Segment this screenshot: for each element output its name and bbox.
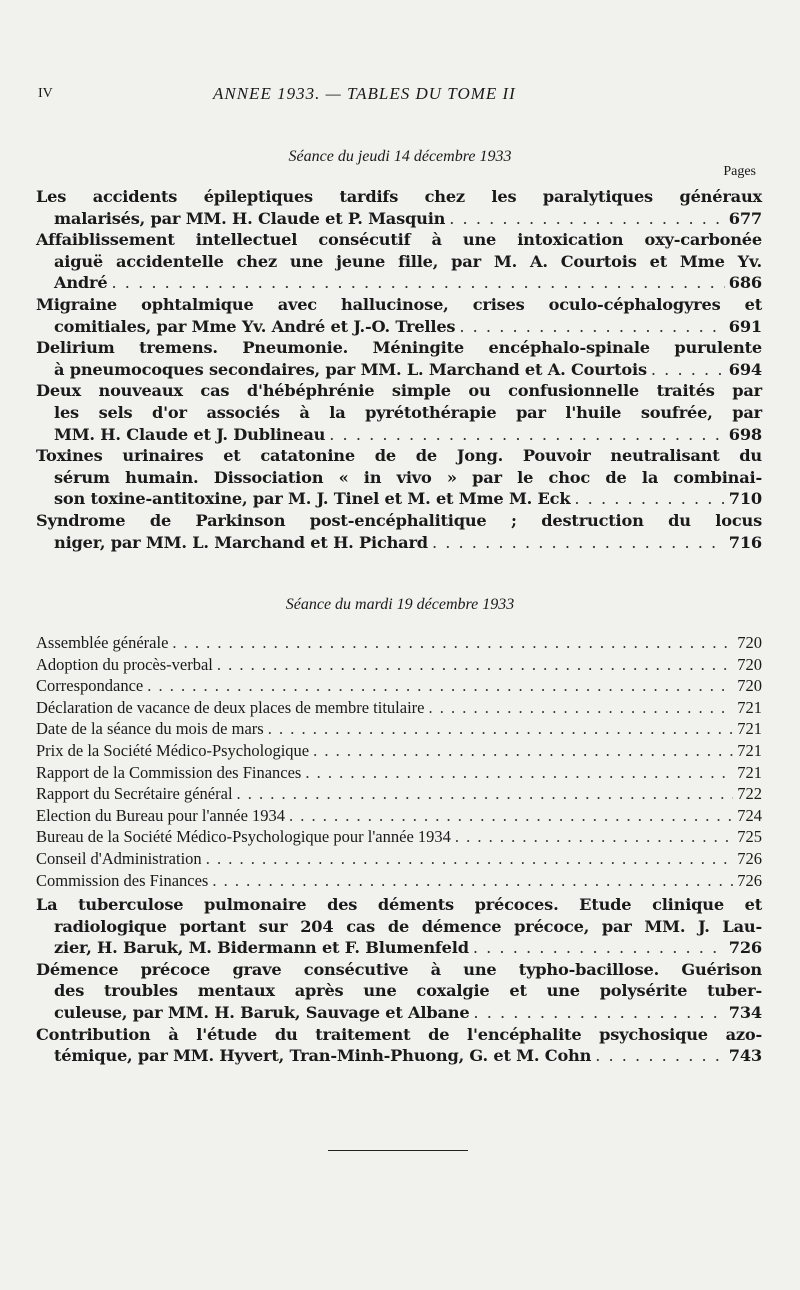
page-number: 710: [728, 489, 762, 509]
dot-leader: [212, 870, 733, 892]
section2-bold-entries: [36, 894, 762, 1067]
toc-entry: [36, 848, 762, 870]
page-number: 686: [728, 273, 762, 293]
dot-leader: [459, 316, 724, 338]
page-number: 720: [737, 654, 762, 674]
dot-leader: [329, 424, 725, 446]
closing-rule: [328, 1150, 468, 1151]
page-number: 721: [737, 719, 762, 739]
dot-leader: [172, 632, 733, 654]
toc-entry-title: Bureau de la Société Médico-Psychologique pour l'année 1934: [36, 827, 451, 847]
toc-entry: [36, 740, 762, 762]
toc-entry-title: Adoption du procès-verbal: [36, 654, 213, 674]
toc-entry-authors: comitiales, par Mme Yv. André et J.-O. Trelles: [54, 316, 456, 336]
toc-entry-line: les sels d'or associés à la pyrétothérapie par l'huile soufrée, par: [54, 402, 762, 422]
page-number: 698: [728, 424, 762, 444]
toc-entry: [36, 959, 762, 1024]
toc-entry-line: Démence précoce grave consécutive à une typho-bacillose. Guérison: [36, 959, 762, 979]
dot-leader: [432, 532, 725, 554]
toc-entry-last-line: [36, 208, 762, 230]
dot-leader: [268, 718, 734, 740]
toc-entry-last-line: [36, 272, 762, 294]
dot-leader: [428, 697, 733, 719]
toc-entry-last-line: [36, 359, 762, 381]
section-title-jeudi: Séance du jeudi 14 décembre 1933: [288, 148, 512, 165]
toc-entry-title: Assemblée générale: [36, 633, 169, 652]
toc-entry-line: Toxines urinaires et catatonine de de Jong. Pouvoir neutralisant du: [36, 446, 762, 466]
page-number: 694: [728, 359, 762, 379]
toc-entry: [36, 337, 762, 380]
toc-entry: [36, 783, 762, 805]
dot-leader: [289, 805, 733, 827]
dot-leader: [313, 740, 733, 762]
pages-column-label: Pages: [723, 164, 756, 179]
toc-entry: [36, 697, 762, 719]
toc-entry: [36, 445, 762, 510]
section-title-mardi: Séance du mardi 19 décembre 1933: [285, 596, 515, 613]
toc-entry-last-line: [36, 1002, 762, 1024]
dot-leader: [206, 848, 734, 870]
toc-entry-authors: culeuse, par MM. H. Baruk, Sauvage et Albane: [54, 1002, 470, 1022]
toc-entry-title: Rapport de la Commission des Finances: [36, 762, 302, 782]
dot-leader: [237, 783, 734, 805]
page-number: 721: [737, 762, 762, 782]
section2-entries: [36, 632, 762, 891]
toc-entry: [36, 718, 762, 740]
dot-leader: [574, 488, 724, 510]
toc-entry-line: Contribution à l'étude du traitement de l'encéphalite psychosique azo-: [36, 1024, 762, 1044]
toc-entry-title: Déclaration de vacance de deux places de membre titulaire: [36, 697, 425, 717]
toc-entry-title: Date de la séance du mois de mars: [36, 719, 264, 739]
toc-entry: [36, 762, 762, 784]
toc-entry-line: Syndrome de Parkinson post-encéphalitique ; destruction du locus: [36, 510, 762, 530]
toc-entry-title: Rapport du Secrétaire général: [36, 784, 233, 804]
toc-entry: [36, 294, 762, 337]
running-title: ANNEE 1933. — TABLES DU TOME II: [213, 84, 516, 103]
toc-entry-line: sérum humain. Dissociation « in vivo » par le choc de la combinai-: [54, 467, 762, 487]
dot-leader: [473, 1002, 724, 1024]
page-number: 726: [728, 938, 762, 958]
dot-leader: [455, 826, 733, 848]
toc-entry: [36, 186, 762, 229]
page-number: 734: [728, 1002, 762, 1022]
page-number: 716: [728, 532, 762, 552]
toc-entry-title: Correspondance: [36, 676, 144, 696]
toc-entry-authors: MM. H. Claude et J. Dublineau: [54, 424, 326, 444]
page-number: 724: [737, 805, 762, 825]
toc-entry-line: Affaiblissement intellectuel consécutif à une intoxication oxy-carbonée: [36, 230, 762, 250]
toc-entry-line: radiologique portant sur 204 cas de démence précoce, par MM. J. Lau-: [54, 916, 762, 936]
toc-entry-last-line: [36, 937, 762, 959]
toc-entry-line: Deux nouveaux cas d'hébéphrénie simple ou confusionnelle traités par: [36, 381, 762, 401]
toc-entry-line: La tuberculose pulmonaire des déments précoces. Etude clinique et: [36, 895, 762, 914]
page-number: 677: [728, 208, 762, 228]
toc-entry: [36, 510, 762, 553]
toc-entry-line: des troubles mentaux après une coxalgie et une polysérite tuber-: [54, 981, 762, 1001]
dot-leader: [111, 272, 724, 294]
toc-entry: [36, 805, 762, 827]
toc-entry: [36, 826, 762, 848]
page-folio: IV: [38, 86, 53, 101]
toc-entry-title: Prix de la Société Médico-Psychologique: [36, 740, 310, 760]
page-number: 743: [728, 1046, 762, 1066]
toc-entry: [36, 654, 762, 676]
toc-entry-authors: zier, H. Baruk, M. Bidermann et F. Blumenfeld: [54, 938, 469, 958]
toc-entry-title: Conseil d'Administration: [36, 848, 202, 868]
toc-entry-line: Migraine ophtalmique avec hallucinose, crises oculo-céphalogyres et: [36, 294, 762, 314]
page-number: 726: [737, 870, 762, 890]
toc-entry-authors: à pneumocoques secondaires, par MM. L. Marchand et A. Courtois: [54, 359, 647, 379]
dot-leader: [147, 675, 733, 697]
page-number: 691: [728, 316, 762, 336]
toc-entry-last-line: [36, 1045, 762, 1067]
toc-entry-authors: témique, par MM. Hyvert, Tran-Minh-Phuong, G. et M. Cohn: [54, 1046, 592, 1066]
page-number: 720: [737, 633, 762, 652]
toc-entry-authors: malarisés, par MM. H. Claude et P. Masquin: [54, 208, 446, 228]
page-header: [38, 84, 762, 108]
dot-leader: [473, 937, 725, 959]
page-number: 720: [737, 676, 762, 696]
section1-entries: [36, 186, 762, 553]
toc-entry: [36, 675, 762, 697]
page-number: 721: [737, 740, 762, 760]
toc-entry-title: Election du Bureau pour l'année 1934: [36, 805, 286, 825]
toc-entry-last-line: [36, 316, 762, 338]
toc-entry-line: Les accidents épileptiques tardifs chez les paralytiques généraux: [36, 187, 762, 206]
page-number: 721: [737, 697, 762, 717]
toc-entry-last-line: [36, 424, 762, 446]
dot-leader: [651, 359, 725, 381]
toc-entry: [36, 870, 762, 892]
toc-entry-line: Delirium tremens. Pneumonie. Méningite encéphalo-spinale purulente: [36, 338, 762, 358]
toc-entry: [36, 229, 762, 294]
toc-entry-last-line: [36, 488, 762, 510]
toc-entry-authors: son toxine-antitoxine, par M. J. Tinel et M. et Mme M. Eck: [54, 489, 571, 509]
toc-entry-line: aiguë accidentelle chez une jeune fille, par M. A. Courtois et Mme Yv.: [54, 251, 762, 271]
toc-entry: [36, 1024, 762, 1067]
page-number: 726: [737, 848, 762, 868]
page-number: 725: [737, 827, 762, 847]
toc-entry: [36, 380, 762, 445]
page-number: 722: [737, 784, 762, 804]
toc-entry-authors: André: [54, 273, 108, 293]
dot-leader: [217, 654, 733, 676]
dot-leader: [305, 762, 733, 784]
dot-leader: [595, 1045, 725, 1067]
toc-entry: [36, 894, 762, 959]
toc-entry-title: Commission des Finances: [36, 870, 209, 890]
toc-entry-last-line: [36, 532, 762, 554]
dot-leader: [449, 208, 725, 230]
toc-entry-authors: niger, par MM. L. Marchand et H. Pichard: [54, 532, 428, 552]
toc-entry: [36, 632, 762, 654]
